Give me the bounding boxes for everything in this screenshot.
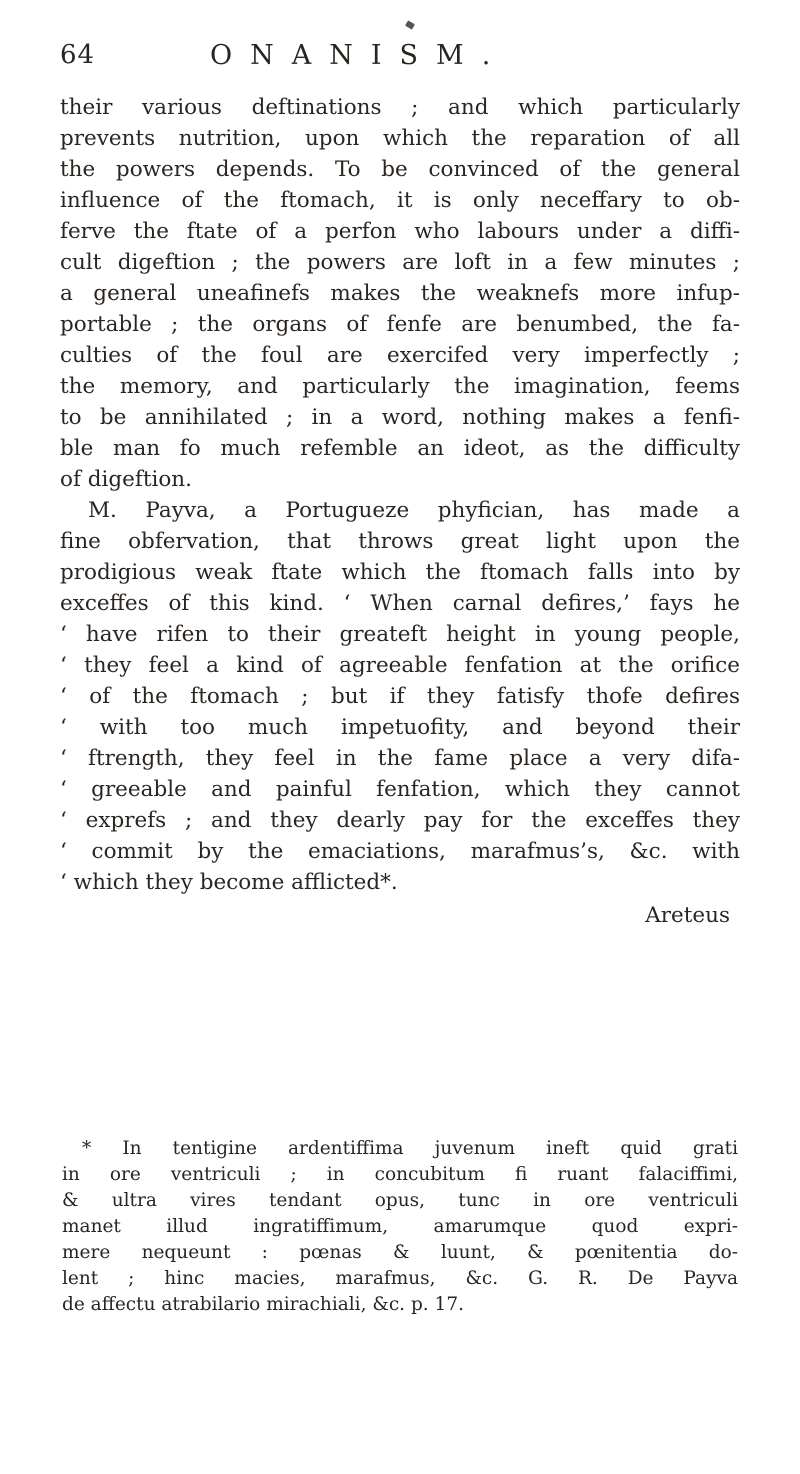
text-line: ble man fo much refemble an ideot, as the difficulty: [60, 436, 740, 461]
quote-line: ‘ they feel a kind of agreeable fenfation at the orifice: [60, 653, 740, 678]
footnote: [62, 1136, 738, 1318]
text-line: of digeftion.: [60, 467, 192, 492]
text-line: exceffes of this kind. ‘ When carnal defires,’ fays he: [60, 591, 740, 616]
text-line: prevents nutrition, upon which the reparation of all: [60, 126, 740, 151]
text-line: a general uneafinefs makes the weaknefs more infup-: [60, 281, 740, 306]
main-text: [60, 92, 740, 932]
footnote-line: * In tentigine ardentiffima juvenum ineft quid grati: [82, 1138, 738, 1159]
text-line: culties of the foul are exercifed very imperfectly ;: [60, 343, 740, 368]
page-number: 64: [60, 40, 96, 70]
quote-line: ‘ exprefs ; and they dearly pay for the exceffes they: [60, 808, 740, 833]
text-line: prodigious weak ftate which the ftomach falls into by: [60, 560, 740, 585]
text-line: their various deftinations ; and which particularly: [60, 95, 740, 120]
ink-mark: [405, 20, 415, 29]
footnote-line: de affectu atrabilario mirachiali, &c. p. 17.: [62, 1294, 464, 1315]
footnote-line: manet illud ingratiffimum, amarumque quod expri-: [62, 1216, 738, 1237]
footnote-line: & ultra vires tendant opus, tunc in ore ventriculi: [62, 1190, 738, 1211]
quote-line: ‘ of the ftomach ; but if they fatisfy thofe defires: [60, 684, 740, 709]
text-line: cult digeftion ; the powers are loft in a few minutes ;: [60, 250, 740, 275]
footnote-line: in ore ventriculi ; in concubitum fi ruant falaciffimi,: [62, 1164, 738, 1185]
quote-line: ‘ which they become afflicted*.: [60, 870, 398, 895]
footnote-line: lent ; hinc macies, marafmus, &c. G. R. De Payva: [62, 1268, 738, 1289]
quote-line: ‘ greeable and painful fenfation, which they cannot: [60, 777, 740, 802]
text-line: fine obfervation, that throws great light upon the: [60, 529, 740, 554]
quote-line: ‘ commit by the emaciations, marafmus’s, &c. with: [60, 839, 740, 864]
text-line: influence of the ftomach, it is only neceffary to ob-: [60, 188, 740, 213]
text-line: portable ; the organs of fenfe are benumbed, the fa-: [60, 312, 740, 337]
page-header: [60, 40, 740, 84]
footnote-line: mere nequeunt : pœnas & luunt, & pœnitentia do-: [62, 1242, 738, 1263]
text-line: the memory, and particularly the imagination, feems: [60, 374, 740, 399]
text-line: the powers depends. To be convinced of the general: [60, 157, 740, 182]
quote-line: ‘ have rifen to their greateft height in young people,: [60, 622, 740, 647]
running-title: ONANISM.: [210, 40, 509, 71]
text-line: ferve the ftate of a perfon who labours under a diffi-: [60, 219, 740, 244]
quote-attribution: Areteus: [645, 903, 730, 928]
text-line: to be annihilated ; in a word, nothing makes a fenfi-: [60, 405, 740, 430]
quote-line: ‘ with too much impetuofity, and beyond their: [60, 715, 740, 740]
text-line: M. Payva, a Portugueze phyfician, has made a: [88, 498, 740, 523]
quote-line: ‘ ftrength, they feel in the fame place a very difa-: [60, 746, 740, 771]
